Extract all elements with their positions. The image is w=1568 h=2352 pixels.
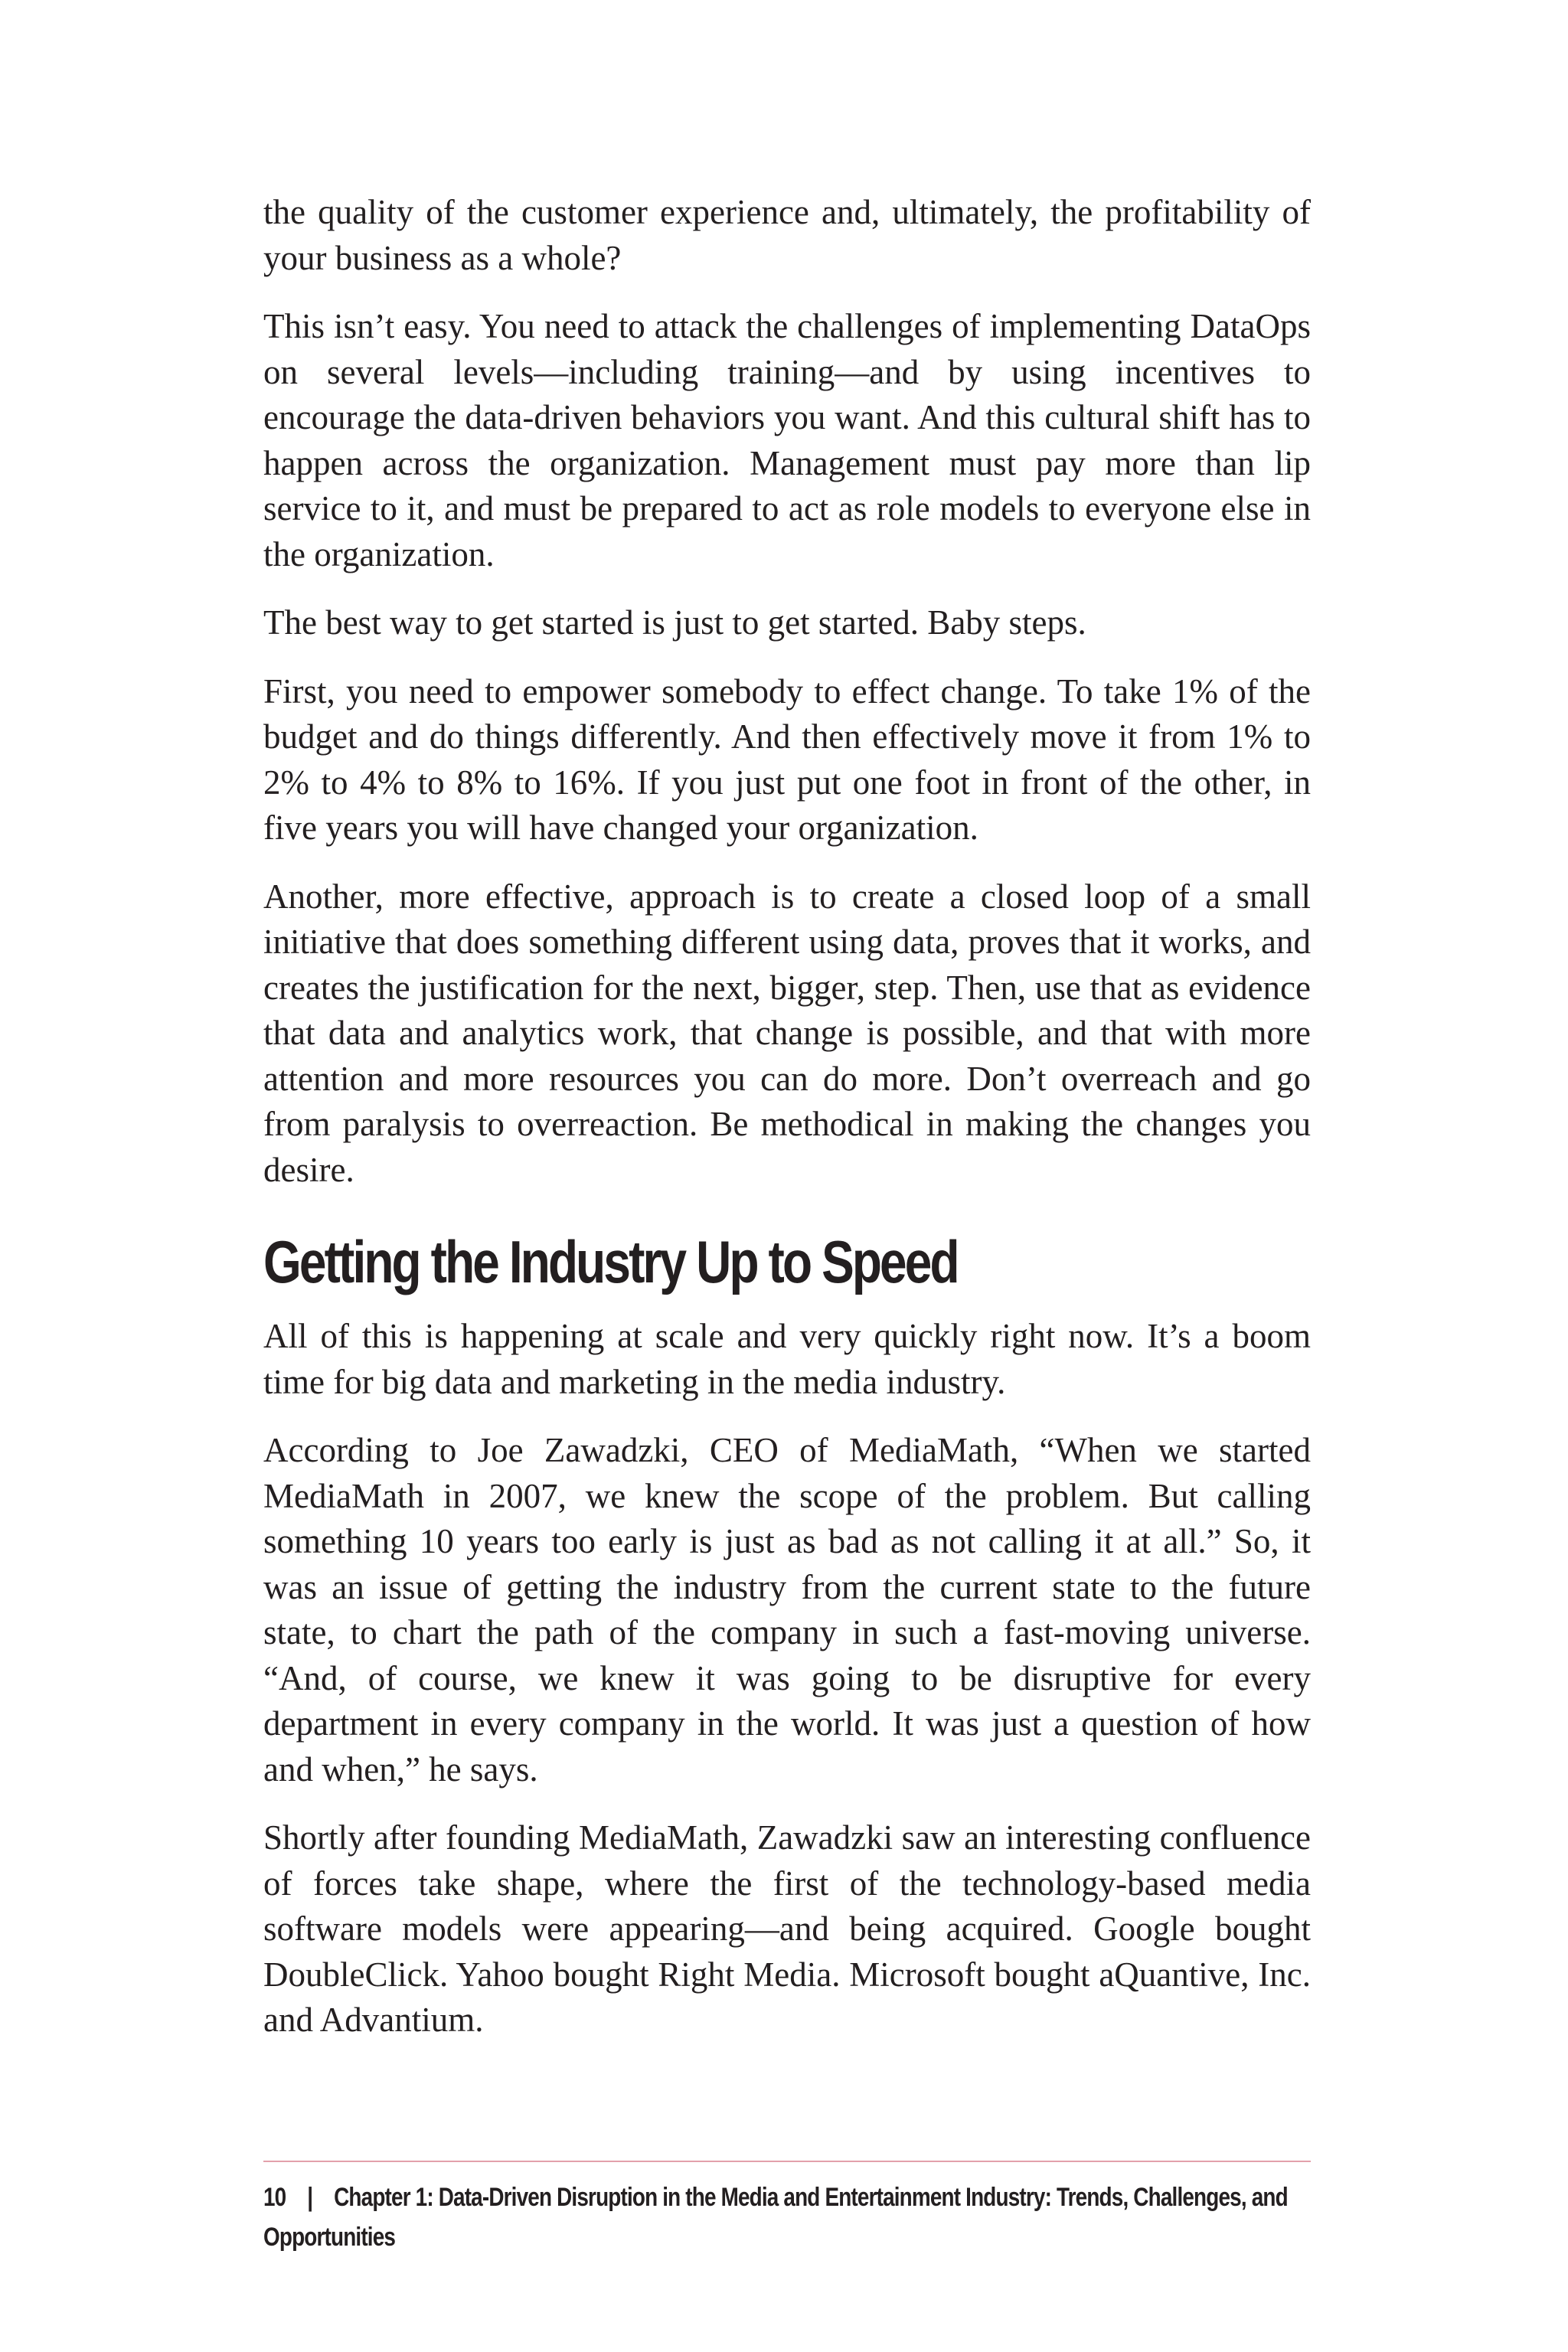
running-footer — [263, 2177, 1311, 2257]
page-footer — [263, 2161, 1311, 2257]
body-paragraph: Another, more effective, approach is to create a closed loop of a small initiative that does something different using data, proves that it works, and creates the justification for the next, bigger, step. Then, use that as evidence that data and analytics work, that change is possible, and that with more attention and more resources you can do more. Don’t overreach and go from paralysis to overreaction. Be methodical in making the changes you desire. — [263, 877, 1311, 1189]
body-paragraph: the quality of the customer experience and, ultimately, the profitability of your business as a whole? — [263, 193, 1311, 277]
body-paragraph: According to Joe Zawadzki, CEO of MediaMath, “When we started MediaMath in 2007, we knew the scope of the problem. But calling something 10 years too early is just as bad as not calling it at all.” So, it was an issue of getting the industry from the current state to the future state, to chart the path of the company in such a fast-moving universe. “And, of course, we knew it was going to be disruptive for every department in every company in the world. It was just a question of how and when,” he says. — [263, 1431, 1311, 1788]
body-paragraph: This isn’t easy. You need to attack the challenges of implementing DataOps on several levels—including training—and by using incentives to encourage the data-driven behaviors you want. And this cultural shift has to happen across the organization. Management must pay more than lip service to it, and must be prepared to act as role models to everyone else in the organization. — [263, 307, 1311, 573]
body-paragraph: All of this is happening at scale and very quickly right now. It’s a boom time for big data and marketing in the media industry. — [263, 1317, 1311, 1401]
body-paragraph: Shortly after founding MediaMath, Zawadzki saw an interesting confluence of forces take shape, where the first of the technology-based media software models were appearing—and being acquired. Google bought DoubleClick. Yahoo bought Right Media. Microsoft bought aQuantive, Inc. and Advantium. — [263, 1818, 1311, 2039]
body-paragraph: First, you need to empower somebody to effect change. To take 1% of the budget and do things differently. And then effectively move it from 1% to 2% to 4% to 8% to 16%. If you just put one foot in front of the other, in five years you will have changed your organization. — [263, 671, 1311, 847]
page-number: 10 — [263, 2183, 286, 2212]
body-paragraph: The best way to get started is just to get started. Baby steps. — [263, 603, 1086, 642]
section-heading: Getting the Industry Up to Speed — [263, 1228, 958, 1295]
footer-rule — [263, 2161, 1311, 2162]
footer-separator: | — [307, 2183, 313, 2212]
chapter-title: Chapter 1: Data-Driven Disruption in the Media and Entertainment Industry: Trends, Challenges, and Opportunities — [263, 2183, 1288, 2252]
page-body — [263, 190, 1311, 2066]
